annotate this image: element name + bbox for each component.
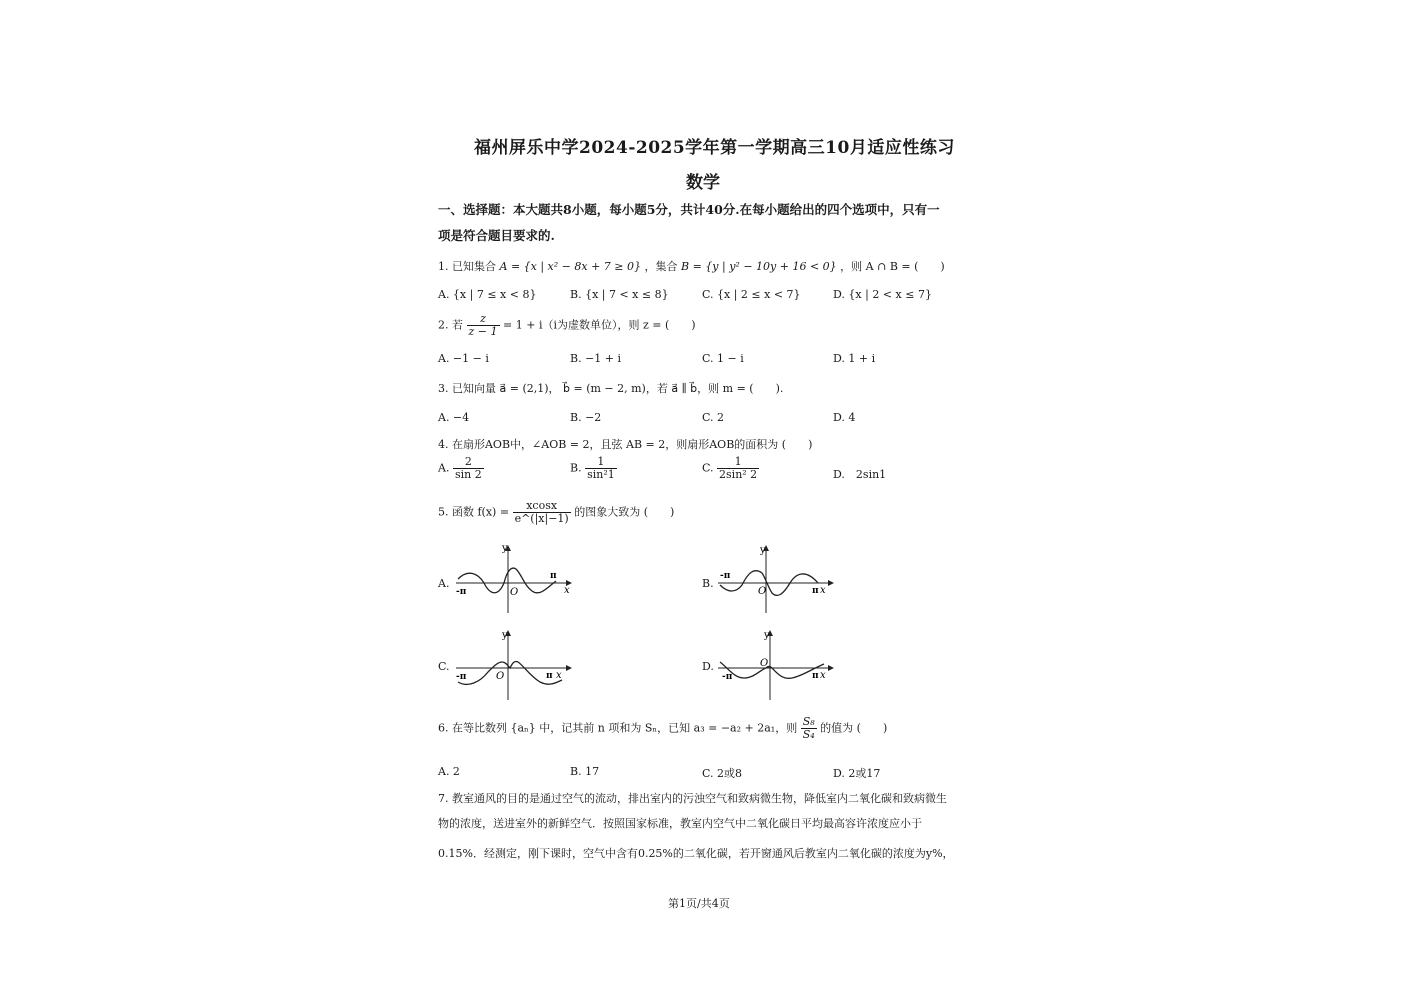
q2-prefix: 2. 若 (438, 318, 463, 332)
section-instruction-line1: 一、选择题：本大题共8小题，每小题5分，共计40分.在每小题给出的四个选项中，只有一 (438, 202, 940, 217)
q5-frac-den: e^(|x|−1) (514, 512, 569, 526)
origin-label: O (510, 587, 519, 598)
q6-stem-b: 的值为 ( ) (820, 721, 888, 735)
q4-option-b-label: B. (570, 461, 582, 475)
q3-stem: 3. 已知向量 a⃗ = (2,1)， b⃗ = (m − 2, m)，若 a⃗ ∥ b⃗，则 m = ( ). (438, 382, 784, 395)
q5-graph-c-label: C. (438, 660, 450, 673)
q5-frac-num: xcosx (513, 500, 571, 513)
q5-graph-d-label: D. (702, 660, 714, 673)
q1-option-b: B. {x | 7 < x ≤ 8} (570, 288, 669, 301)
q5-stem (438, 500, 674, 525)
q1-option-d: D. {x | 2 < x ≤ 7} (833, 288, 932, 301)
x-axis-arrow (566, 665, 572, 671)
q5-graph-a-label: A. (438, 577, 450, 590)
q1-stem-a: 1. 已知集合 (438, 260, 496, 273)
q2-option-a: A. −1 − i (438, 352, 489, 365)
curve (458, 568, 556, 593)
q2-fraction (467, 313, 500, 338)
x-axis-arrow (828, 580, 834, 586)
x-axis-arrow (828, 665, 834, 671)
origin-label: O (760, 658, 769, 669)
q5-graph-d (714, 628, 836, 702)
q4-option-c-num: 1 (717, 456, 759, 469)
q2-stem (438, 313, 696, 338)
section-instruction-line2: 项是符合题目要求的. (438, 228, 555, 243)
q1-stem (438, 258, 945, 274)
x-label: x (556, 670, 562, 681)
q5-graph-a (452, 543, 574, 615)
exam-title: 福州屏乐中学2024-2025学年第一学期高三10月适应性练习 (474, 138, 955, 158)
pi-label: π (812, 671, 819, 681)
curve (720, 662, 824, 678)
q7-line2: 物的浓度，送进室外的新鲜空气．按照国家标准，教室内空气中二氧化碳日平均最高容许浓度应小于 (438, 817, 922, 830)
q6-stem (438, 716, 887, 741)
q3-option-b: B. −2 (570, 411, 602, 424)
y-label: y (760, 545, 766, 556)
q4-option-d: D. 2sin1 (833, 468, 887, 481)
q5-fraction (513, 500, 571, 525)
q1-stem-c: ，则 A ∩ B = ( ) (840, 260, 945, 273)
q1-option-a: A. {x | 7 ≤ x < 8} (438, 288, 537, 301)
neg-pi-label: -π (722, 672, 733, 682)
q5-suffix: 的图象大致为 ( ) (574, 505, 675, 519)
q6-option-c: C. 2或8 (702, 767, 743, 780)
q2-option-d: D. 1 + i (833, 352, 876, 365)
q5-graph-c (452, 628, 574, 702)
subject-title: 数学 (686, 173, 720, 193)
x-label: x (820, 585, 826, 596)
q4-option-a-den: sin 2 (454, 468, 482, 482)
q5-graph-b-label: B. (702, 577, 714, 590)
q4-option-b-den: sin²1 (587, 468, 615, 482)
q7-line3: 0.15%．经测定，刚下课时，空气中含有0.25%的二氧化碳，若开窗通风后教室内二氧化碳的浓度为y%， (438, 847, 954, 860)
q4-option-a-num: 2 (453, 456, 484, 469)
q6-frac-num: S₈ (802, 715, 815, 728)
q2-frac-num: z (467, 313, 500, 326)
neg-pi-label: -π (456, 587, 467, 597)
q2-frac-den: z − 1 (468, 325, 498, 339)
neg-pi-label: -π (456, 672, 467, 682)
q2-suffix: = 1 + i（i为虚数单位），则 z = ( ) (503, 318, 696, 332)
q1-set-b: B = {y | y² − 10y + 16 < 0} (681, 260, 837, 273)
pi-label: π (812, 586, 819, 596)
q5-prefix: 5. 函数 f(x) = (438, 505, 510, 519)
y-label: y (502, 543, 508, 554)
x-label: x (820, 670, 826, 681)
neg-pi-label: -π (720, 571, 731, 581)
q4-option-c-label: C. (702, 461, 714, 475)
q6-stem-a: 6. 在等比数列 {aₙ} 中，记其前 n 项和为 Sₙ，已知 a₃ = −a₂ + 2a₁，则 (438, 721, 798, 735)
q4-option-a-frac (453, 456, 484, 481)
q4-option-b (570, 456, 617, 481)
pi-label: π (550, 571, 557, 581)
q6-option-d: D. 2或17 (833, 767, 881, 780)
y-label: y (502, 630, 508, 641)
q2-option-c: C. 1 − i (702, 352, 744, 365)
q3-option-a: A. −4 (438, 411, 470, 424)
q6-frac-den: S₄ (802, 728, 815, 742)
q1-stem-b: ，集合 (644, 260, 678, 273)
page-number: 第1页/共4页 (668, 897, 730, 910)
x-label: x (564, 585, 570, 596)
q4-option-a (438, 456, 484, 481)
q6-fraction (801, 716, 817, 741)
q3-option-d: D. 4 (833, 411, 856, 424)
q4-option-c-frac (717, 456, 759, 481)
q4-option-b-num: 1 (585, 456, 617, 469)
q6-option-a: A. 2 (438, 765, 460, 778)
q2-option-b: B. −1 + i (570, 352, 622, 365)
q3-option-c: C. 2 (702, 411, 725, 424)
q6-option-b: B. 17 (570, 765, 600, 778)
q1-option-c: C. {x | 2 ≤ x < 7} (702, 288, 801, 301)
q4-option-c-den: 2sin² 2 (719, 468, 758, 482)
origin-label: O (496, 671, 505, 682)
q4-option-a-label: A. (438, 461, 450, 475)
pi-label: π (546, 671, 553, 681)
q4-option-b-frac (585, 456, 617, 481)
q4-stem: 4. 在扇形AOB中，∠AOB = 2，且弦 AB = 2，则扇形AOB的面积为 ( ) (438, 438, 813, 451)
q4-option-c (702, 456, 759, 481)
q1-set-a: A = {x | x² − 8x + 7 ≥ 0} (499, 260, 641, 273)
q5-graph-b (714, 543, 836, 615)
q7-line1: 7. 教室通风的目的是通过空气的流动，排出室内的污浊空气和致病微生物，降低室内二氧化碳和致病微生 (438, 792, 947, 805)
y-label: y (764, 630, 770, 641)
origin-label: O (758, 586, 767, 597)
